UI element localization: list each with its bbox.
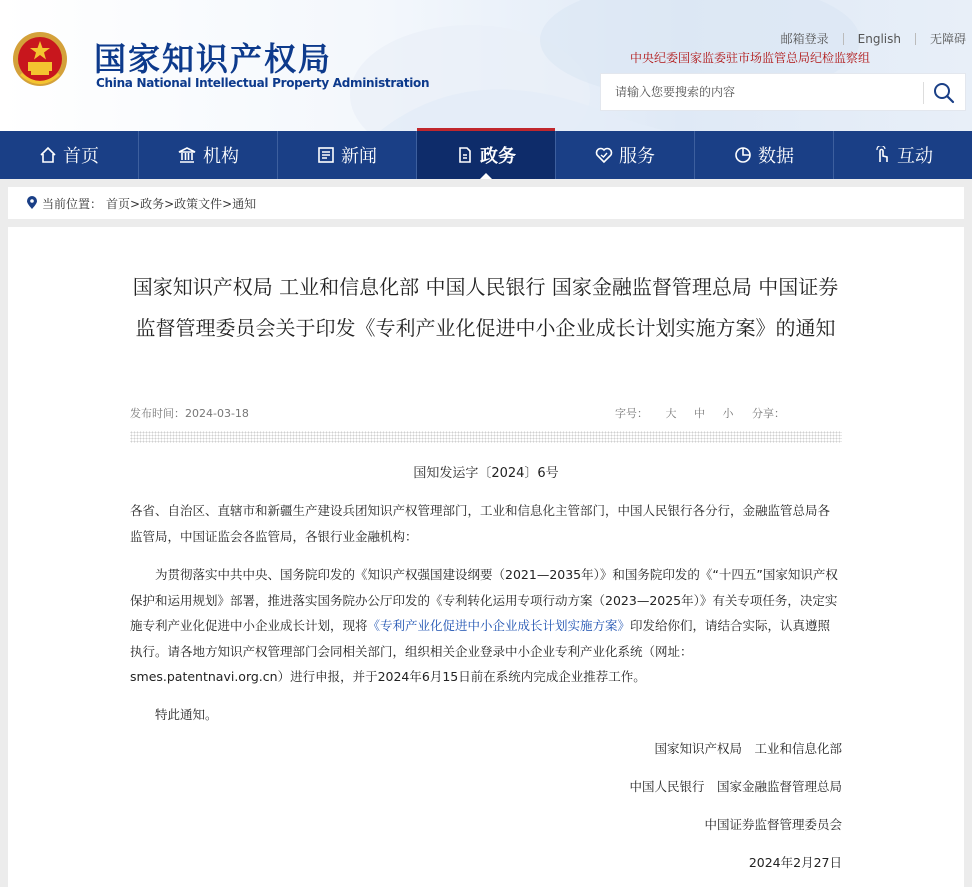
site-logo-en[interactable]: China National Intellectual Property Administration xyxy=(96,76,430,90)
data-icon xyxy=(734,146,752,164)
institution-icon xyxy=(177,146,197,164)
font-size-large-button[interactable]: 大 xyxy=(665,407,677,420)
nav-institution[interactable] xyxy=(138,131,277,179)
discipline-inspection-link[interactable]: 中央纪委国家监委驻市场监管总局纪检监察组 xyxy=(629,51,870,65)
share-label: 分享： xyxy=(752,407,785,420)
article-title: 国家知识产权局 工业和信息化部 中国人民银行 国家金融监督管理总局 中国证券监督管理委员会关于印发《专利产业化促进中小企业成长计划实施方案》的通知 xyxy=(132,275,839,340)
font-size-medium-button[interactable]: 中 xyxy=(694,407,705,420)
nav-label: 互动 xyxy=(897,146,933,167)
nav-label: 机构 xyxy=(203,146,239,167)
search-input[interactable] xyxy=(601,74,921,110)
breadcrumb xyxy=(8,187,964,219)
top-links xyxy=(781,30,966,47)
publish-date: 发布时间：2024-03-18 xyxy=(130,407,249,420)
font-size-label: 字号： xyxy=(615,407,648,420)
signature-date: 2024年2月27日 xyxy=(748,855,842,870)
font-size-control xyxy=(615,405,734,421)
site-header xyxy=(0,0,972,131)
main-nav xyxy=(0,131,972,179)
english-link[interactable]: English xyxy=(857,31,901,46)
breadcrumb-label: 当前位置： xyxy=(42,196,103,211)
implementation-plan-link[interactable]: 《专利产业化促进中小企业成长计划实施方案》 xyxy=(367,618,631,633)
nav-government-affairs[interactable] xyxy=(416,131,555,179)
divider xyxy=(915,33,916,45)
national-emblem-icon[interactable] xyxy=(11,29,69,91)
nav-label: 首页 xyxy=(63,146,99,167)
nav-label: 服务 xyxy=(619,146,655,167)
nav-label: 数据 xyxy=(758,146,794,167)
location-pin-icon xyxy=(26,196,38,210)
accessibility-link[interactable]: 无障碍 xyxy=(929,32,966,46)
signature-line: 国家知识产权局 工业和信息化部 xyxy=(654,741,842,756)
service-icon xyxy=(595,146,613,164)
document-number: 国知发运字〔2024〕6号 xyxy=(413,466,559,481)
signature-line: 中国证券监督管理委员会 xyxy=(704,817,842,832)
nav-interaction[interactable] xyxy=(833,131,972,179)
home-icon xyxy=(39,146,57,164)
search-divider xyxy=(923,82,924,104)
breadcrumb-path[interactable]: 首页>政务>政策文件>通知 xyxy=(106,196,257,211)
mail-login-link[interactable]: 邮箱登录 xyxy=(780,32,829,46)
government-affairs-icon xyxy=(456,146,474,164)
body-paragraph xyxy=(130,562,842,690)
article-container xyxy=(8,227,964,887)
body-text: 印发给你们，请结合实际，认真遵照执行。请各地方知识产权管理部门会同相关部门，组织相关企业登录中小企业专利产业化系统（网址：smes.patentnavi.org.cn）进行申报，并于2024年6月15日前在系统内完成企业推荐工作。 xyxy=(130,618,831,684)
nav-label: 政务 xyxy=(480,146,516,167)
signature-line: 中国人民银行 国家金融监督管理总局 xyxy=(629,779,842,794)
interaction-icon xyxy=(873,146,891,164)
dotted-divider xyxy=(130,431,842,443)
nav-label: 新闻 xyxy=(341,146,377,167)
body-text: 为贯彻落实中共中央、国务院印发的《知识产权强国建设纲要（2021—2035年）》和国务院印发的《“十四五”国家知识产权保护和运用规划》部署，推进落实国务院办公厅印发的《专利转化运用专项行动方案（2023—2025年）》有关专项任务，决定实施专利产业化促进中小企业成长计划，现将 xyxy=(130,567,838,633)
divider xyxy=(843,33,844,45)
site-logo-cn[interactable]: 国家知识产权局 xyxy=(94,40,333,78)
nav-news[interactable] xyxy=(277,131,416,179)
nav-data[interactable] xyxy=(694,131,833,179)
news-icon xyxy=(317,146,335,164)
closing-line: 特此通知。 xyxy=(155,707,218,722)
addressee-paragraph: 各省、自治区、直辖市和新疆生产建设兵团知识产权管理部门，工业和信息化主管部门，中国人民银行各分行，金融监管总局各监管局，中国证监会各监管局，各银行业金融机构： xyxy=(130,503,831,544)
search-box xyxy=(600,73,966,111)
font-size-small-button[interactable]: 小 xyxy=(722,407,734,420)
search-icon[interactable] xyxy=(931,81,957,105)
nav-home[interactable] xyxy=(0,131,138,179)
nav-service[interactable] xyxy=(555,131,694,179)
